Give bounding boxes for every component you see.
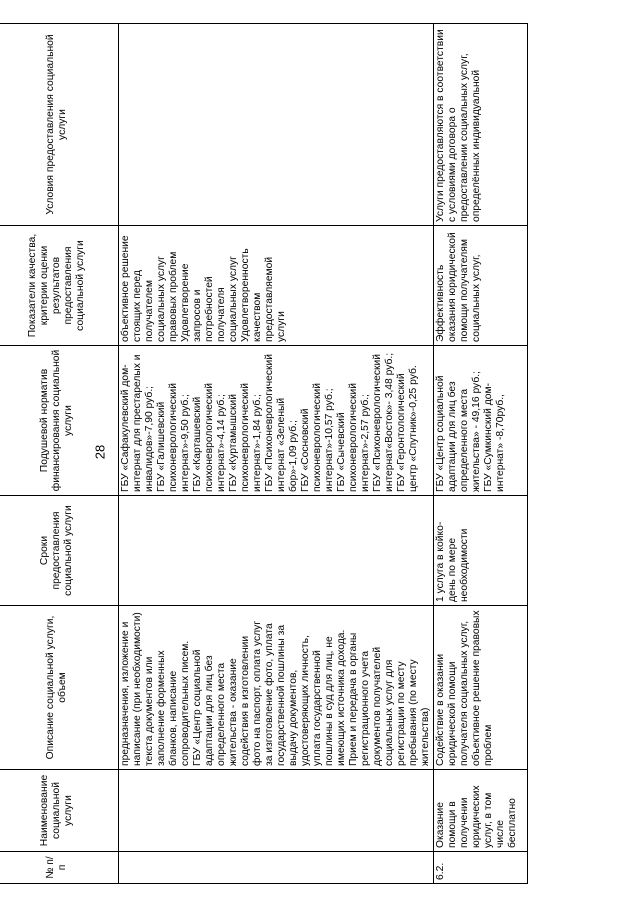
header-funding-norm: Подушевой норматив финансирования социальной услуги: [0, 346, 119, 496]
header-terms: Сроки предоставления социальной услуги: [0, 496, 119, 606]
header-service-name: Наименование социальной услуги: [0, 770, 119, 852]
services-table: [0, 23, 528, 884]
cell-quality: объективное решение стоящих перед получателем социальных услуг правовых проблем Удовлетворение запросов и потребностей получателя социальных услуг Удовлетворенность качеством предоставляемой услуги: [119, 226, 434, 346]
cell-conditions: Услуги предоставляются в соответствии с условиями договора о предоставлении социальных услуг, определённых индивидуальной: [434, 24, 528, 226]
cell-terms: 1 услуга в койко-день по мере необходимости: [434, 496, 528, 606]
header-quality: Показатели качества, критерии оценки результатов предоставления социальной услуги: [0, 226, 119, 346]
table-row: [119, 24, 434, 884]
cell-funding-norm: ГБУ «Центр социальной адаптации для лиц без определенного места жительства» - 49,16 руб.; ГБУ «Сумкинский дом-интернат» -8,70руб.,: [434, 346, 528, 496]
cell-funding-norm: ГБУ «Сафакулевский дом-интернат для престарелых и инвалидов»-7,90 руб.; ГБУ «Галишевский психоневрологический интернат»-9,50 руб.; ГБУ «Карташевский психоневрологический интернат»-4,14 руб.; ГБУ «Куртамышский психоневрологический интернат»-1,84 руб.; ГБУ «Психоневрологический интернат «Зеленый бор»-1,09 руб.; ГБУ «Сосновский психоневрологический интернат»-10,57 руб.; ГБУ «Сычевский психоневрологический интернат»-2,57 руб.; ГБУ «Психоневрологический интернат«Восток»- 3,48 руб.; ГБУ «Геронтологический центр «Спутник»-0,25 руб.: [119, 346, 434, 496]
cell-service-name: Оказание помощи в получении юридических услуг, в том числе бесплатно: [434, 770, 528, 852]
header-conditions: Условия предоставления социальной услуги: [0, 24, 119, 226]
header-number: № п/п: [0, 852, 119, 884]
cell-description: предназначения, изложение и написание (при необходимости) текста документов или заполнение форменных бланков, написание сопроводительных писем. ГБУ «Центр социальной адаптации для лиц без определенного места жительства - оказание содействия в изготовлении фото на паспорт, оплата услуг за изготовление фото, уплата государственной пошлины за выдачу документов, удостоверяющих личность, уплата государственной пошлины в суд для лиц, не имеющих источника дохода. Прием и передача в органы регистрационного учета документов получателей социальных услуг для регистрации по месту пребывания (по месту жительства): [119, 606, 434, 770]
cell-number: 6.2.: [434, 852, 528, 884]
cell-quality: Эффективность оказания юридической помощи получателям социальных услуг,: [434, 226, 528, 346]
cell-conditions: [119, 24, 434, 226]
cell-terms: [119, 496, 434, 606]
cell-description: Содействие в оказании юридической помощи получателя социальных услуг, объективное решение правовых проблем: [434, 606, 528, 770]
rotated-table-container: [0, 24, 518, 884]
header-description: Описание социальной услуги, объем: [0, 606, 119, 770]
table-header-row: [0, 24, 119, 884]
cell-service-name: [119, 770, 434, 852]
cell-number: [119, 852, 434, 884]
table-row: [434, 24, 528, 884]
page-number-text: 28: [92, 444, 108, 460]
